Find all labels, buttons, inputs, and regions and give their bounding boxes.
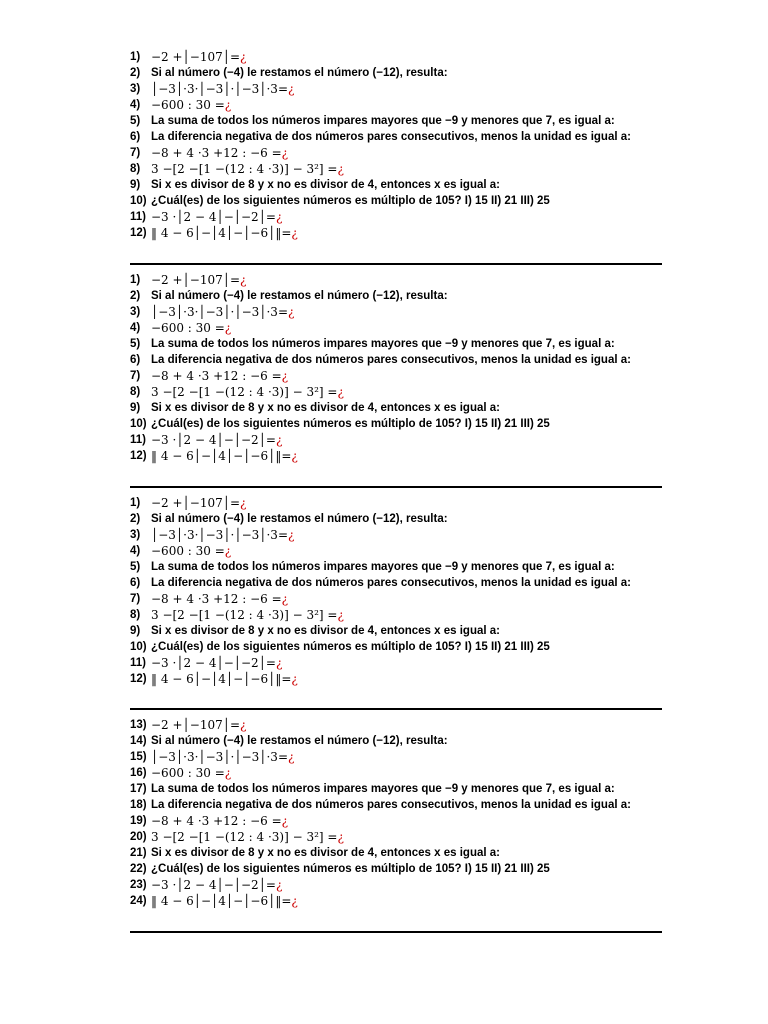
exercise-number: 2) [130, 513, 141, 525]
exercise-content: 3 −[2 −[1 −(12 : 4 ·3)] − 3²] = [151, 385, 338, 399]
exercise-line [130, 209, 662, 225]
exercise-content: ¿Cuál(es) de los siguientes números es múltiplo de 105? I) 15 II) 21 III) 25 [151, 418, 550, 430]
exercise-content: −8 + 4 ·3 +12 : −6 = [151, 146, 282, 160]
math-expression [151, 384, 344, 400]
math-expression [151, 448, 298, 464]
exercise-number: 1) [130, 274, 141, 286]
section-divider [130, 263, 662, 265]
answer-placeholder: ¿ [288, 750, 295, 764]
exercise-text [151, 845, 500, 861]
exercise-content: Si al número (−4) le restamos el número (−12), resulta: [151, 735, 448, 747]
exercise-line [130, 81, 662, 97]
exercise-number: 9) [130, 625, 141, 637]
exercise-number: 6) [130, 354, 141, 366]
math-expression [151, 161, 344, 177]
exercise-content: │−3│·3·│−3│·│−3│·3= [151, 750, 288, 764]
exercise-line [130, 384, 662, 400]
exercise-number: 21) [130, 847, 147, 859]
exercise-line [130, 177, 662, 193]
exercise-content: −600 : 30 = [151, 321, 225, 335]
exercise-line [130, 161, 662, 177]
exercise-text [151, 733, 448, 749]
math-expression [151, 717, 246, 733]
exercise-content: La diferencia negativa de dos números pares consecutivos, menos la unidad es igual a: [151, 354, 631, 366]
exercise-content: Si x es divisor de 8 y x no es divisor de 4, entonces x es igual a: [151, 847, 500, 859]
exercise-text [151, 623, 500, 639]
exercise-content: │−3│·3·│−3│·│−3│·3= [151, 82, 288, 96]
exercise-line [130, 559, 662, 575]
math-expression [151, 49, 246, 65]
answer-placeholder: ¿ [281, 369, 289, 383]
section-divider [130, 931, 662, 933]
exercise-number: 24) [130, 895, 147, 907]
exercise-number: 14) [130, 735, 147, 747]
exercise-line [130, 49, 662, 65]
exercise-line [130, 193, 662, 209]
exercise-number: 1) [130, 497, 141, 509]
answer-placeholder: ¿ [291, 226, 298, 240]
exercise-text [151, 781, 615, 797]
exercise-text [151, 336, 615, 352]
exercise-line [130, 416, 662, 432]
exercise-content: −2 +│−107│= [151, 496, 241, 510]
exercise-number: 16) [130, 767, 147, 779]
exercise-content: −3 ·│2 − 4│−│−2│= [151, 878, 276, 892]
exercise-line [130, 448, 662, 464]
answer-placeholder: ¿ [240, 718, 247, 732]
exercise-content: −600 : 30 = [151, 98, 225, 112]
math-expression [151, 97, 231, 113]
exercise-line [130, 304, 662, 320]
exercise-line [130, 511, 662, 527]
exercise-number: 4) [130, 99, 141, 111]
exercise-line [130, 129, 662, 145]
exercise-content: −8 + 4 ·3 +12 : −6 = [151, 369, 282, 383]
answer-placeholder: ¿ [275, 878, 283, 892]
answer-placeholder: ¿ [337, 608, 344, 622]
math-expression [151, 655, 282, 671]
answer-placeholder: ¿ [291, 449, 298, 463]
math-expression [151, 272, 246, 288]
math-expression [151, 813, 288, 829]
exercise-content: Si x es divisor de 8 y x no es divisor de 4, entonces x es igual a: [151, 625, 500, 637]
exercise-content: 3 −[2 −[1 −(12 : 4 ·3)] − 3²] = [151, 162, 338, 176]
exercise-content: ¿Cuál(es) de los siguientes números es múltiplo de 105? I) 15 II) 21 III) 25 [151, 195, 550, 207]
exercise-content: Si al número (−4) le restamos el número (−12), resulta: [151, 513, 448, 525]
exercise-line [130, 765, 662, 781]
exercise-line [130, 845, 662, 861]
exercise-content: Si x es divisor de 8 y x no es divisor de 4, entonces x es igual a: [151, 179, 500, 191]
math-expression [151, 495, 246, 511]
exercise-content: −600 : 30 = [151, 544, 225, 558]
exercise-text [151, 352, 631, 368]
exercise-number: 12) [130, 673, 147, 685]
answer-placeholder: ¿ [337, 385, 344, 399]
exercise-content: La suma de todos los números impares mayores que −9 y menores que 7, es igual a: [151, 561, 615, 573]
exercise-content: Si al número (−4) le restamos el número (−12), resulta: [151, 67, 448, 79]
exercise-line [130, 607, 662, 623]
exercise-text [151, 288, 448, 304]
exercise-line [130, 797, 662, 813]
answer-placeholder: ¿ [275, 656, 283, 670]
exercise-number: 23) [130, 879, 147, 891]
math-expression [151, 320, 231, 336]
exercise-content: La suma de todos los números impares mayores que −9 y menores que 7, es igual a: [151, 338, 615, 350]
answer-placeholder: ¿ [240, 50, 247, 64]
math-expression [151, 749, 294, 765]
math-expression [151, 527, 294, 543]
exercise-text [151, 177, 500, 193]
answer-placeholder: ¿ [281, 146, 289, 160]
exercise-content: −600 : 30 = [151, 766, 225, 780]
math-expression [151, 368, 288, 384]
exercise-line [130, 145, 662, 161]
math-expression [151, 543, 231, 559]
answer-placeholder: ¿ [281, 592, 289, 606]
exercise-text [151, 400, 500, 416]
exercise-content: │−3│·3·│−3│·│−3│·3= [151, 305, 288, 319]
exercise-number: 12) [130, 227, 147, 239]
exercise-line [130, 272, 662, 288]
exercise-line [130, 893, 662, 909]
answer-placeholder: ¿ [240, 273, 247, 287]
exercise-number: 13) [130, 719, 147, 731]
exercise-text [151, 575, 631, 591]
answer-placeholder: ¿ [224, 321, 232, 335]
exercise-line [130, 717, 662, 733]
answer-placeholder: ¿ [224, 98, 232, 112]
exercise-line [130, 320, 662, 336]
section-divider [130, 708, 662, 710]
exercise-line [130, 432, 662, 448]
exercise-content: ¿Cuál(es) de los siguientes números es múltiplo de 105? I) 15 II) 21 III) 25 [151, 863, 550, 875]
exercise-number: 19) [130, 815, 147, 827]
exercise-number: 3) [130, 306, 141, 318]
exercise-line [130, 97, 662, 113]
exercise-content: −2 +│−107│= [151, 50, 241, 64]
exercise-number: 7) [130, 147, 141, 159]
exercise-content: −8 + 4 ·3 +12 : −6 = [151, 814, 282, 828]
math-expression [151, 304, 294, 320]
exercise-line [130, 225, 662, 241]
math-expression [151, 225, 298, 241]
exercise-number: 15) [130, 751, 147, 763]
exercise-line [130, 733, 662, 749]
exercise-line [130, 575, 662, 591]
exercise-line [130, 65, 662, 81]
exercise-number: 20) [130, 831, 147, 843]
exercise-number: 5) [130, 561, 141, 573]
answer-placeholder: ¿ [224, 766, 232, 780]
exercise-content: ‖ 4 − 6│−│4│−│−6│‖= [151, 449, 292, 463]
exercise-number: 1) [130, 51, 141, 63]
exercise-line [130, 543, 662, 559]
exercise-number: 5) [130, 115, 141, 127]
exercise-number: 6) [130, 131, 141, 143]
math-expression [151, 145, 288, 161]
exercise-line [130, 527, 662, 543]
exercise-line [130, 781, 662, 797]
exercise-number: 12) [130, 450, 147, 462]
answer-placeholder: ¿ [224, 544, 232, 558]
exercise-content: 3 −[2 −[1 −(12 : 4 ·3)] − 3²] = [151, 830, 338, 844]
exercise-number: 2) [130, 290, 141, 302]
exercise-content: ‖ 4 − 6│−│4│−│−6│‖= [151, 894, 292, 908]
exercise-content: ‖ 4 − 6│−│4│−│−6│‖= [151, 672, 292, 686]
math-expression [151, 893, 298, 909]
exercise-content: La diferencia negativa de dos números pares consecutivos, menos la unidad es igual a: [151, 131, 631, 143]
exercise-text [151, 65, 448, 81]
exercise-text [151, 559, 615, 575]
exercise-number: 10) [130, 418, 147, 430]
exercise-number: 4) [130, 322, 141, 334]
exercise-content: −2 +│−107│= [151, 718, 241, 732]
exercise-text [151, 416, 550, 432]
exercise-number: 22) [130, 863, 147, 875]
exercise-content: ¿Cuál(es) de los siguientes números es múltiplo de 105? I) 15 II) 21 III) 25 [151, 641, 550, 653]
exercise-number: 3) [130, 83, 141, 95]
exercise-line [130, 591, 662, 607]
answer-placeholder: ¿ [288, 82, 295, 96]
math-expression [151, 877, 282, 893]
math-expression [151, 209, 282, 225]
exercise-number: 9) [130, 179, 141, 191]
math-expression [151, 81, 294, 97]
exercise-text [151, 511, 448, 527]
exercise-text [151, 861, 550, 877]
exercise-line [130, 671, 662, 687]
exercise-line [130, 749, 662, 765]
exercise-content: Si x es divisor de 8 y x no es divisor de 4, entonces x es igual a: [151, 402, 500, 414]
exercise-line [130, 113, 662, 129]
exercise-line [130, 288, 662, 304]
exercise-line [130, 400, 662, 416]
exercise-content: Si al número (−4) le restamos el número (−12), resulta: [151, 290, 448, 302]
exercise-content: │−3│·3·│−3│·│−3│·3= [151, 528, 288, 542]
exercise-number: 17) [130, 783, 147, 795]
math-expression [151, 671, 298, 687]
answer-placeholder: ¿ [240, 496, 247, 510]
exercise-number: 8) [130, 163, 141, 175]
exercise-line [130, 829, 662, 845]
math-expression [151, 607, 344, 623]
exercise-content: La suma de todos los números impares mayores que −9 y menores que 7, es igual a: [151, 115, 615, 127]
exercise-line [130, 336, 662, 352]
math-expression [151, 591, 288, 607]
exercise-content: La suma de todos los números impares mayores que −9 y menores que 7, es igual a: [151, 783, 615, 795]
exercise-number: 5) [130, 338, 141, 350]
exercise-block-2 [130, 272, 662, 464]
exercise-content: La diferencia negativa de dos números pares consecutivos, menos la unidad es igual a: [151, 799, 631, 811]
exercise-block-4 [130, 717, 662, 909]
math-expression [151, 432, 282, 448]
answer-placeholder: ¿ [288, 528, 295, 542]
exercise-number: 10) [130, 195, 147, 207]
exercise-content: 3 −[2 −[1 −(12 : 4 ·3)] − 3²] = [151, 608, 338, 622]
exercise-number: 11) [130, 657, 146, 669]
answer-placeholder: ¿ [288, 305, 295, 319]
exercise-content: −3 ·│2 − 4│−│−2│= [151, 210, 276, 224]
exercise-number: 10) [130, 641, 147, 653]
math-expression [151, 829, 344, 845]
answer-placeholder: ¿ [291, 672, 298, 686]
exercise-line [130, 861, 662, 877]
answer-placeholder: ¿ [337, 162, 344, 176]
section-divider [130, 486, 662, 488]
exercise-number: 8) [130, 609, 141, 621]
exercise-number: 8) [130, 386, 141, 398]
exercise-line [130, 352, 662, 368]
exercise-content: −8 + 4 ·3 +12 : −6 = [151, 592, 282, 606]
exercise-number: 7) [130, 370, 141, 382]
exercise-text [151, 193, 550, 209]
answer-placeholder: ¿ [275, 210, 283, 224]
exercise-line [130, 877, 662, 893]
answer-placeholder: ¿ [291, 894, 298, 908]
exercise-line [130, 813, 662, 829]
exercise-line [130, 368, 662, 384]
exercise-line [130, 623, 662, 639]
exercise-content: −2 +│−107│= [151, 273, 241, 287]
exercise-text [151, 113, 615, 129]
exercise-number: 6) [130, 577, 141, 589]
exercise-content: ‖ 4 − 6│−│4│−│−6│‖= [151, 226, 292, 240]
exercise-number: 11) [130, 434, 146, 446]
exercise-content: −3 ·│2 − 4│−│−2│= [151, 656, 276, 670]
exercise-line [130, 655, 662, 671]
exercise-number: 2) [130, 67, 141, 79]
exercise-number: 11) [130, 211, 146, 223]
exercise-number: 18) [130, 799, 147, 811]
exercise-text [151, 129, 631, 145]
exercise-content: −3 ·│2 − 4│−│−2│= [151, 433, 276, 447]
exercise-number: 4) [130, 545, 141, 557]
math-expression [151, 765, 231, 781]
exercise-content: La diferencia negativa de dos números pares consecutivos, menos la unidad es igual a: [151, 577, 631, 589]
answer-placeholder: ¿ [281, 814, 289, 828]
exercise-number: 9) [130, 402, 141, 414]
exercise-line [130, 495, 662, 511]
exercise-block-1 [130, 49, 662, 241]
exercise-block-3 [130, 495, 662, 687]
answer-placeholder: ¿ [275, 433, 283, 447]
exercise-number: 7) [130, 593, 141, 605]
exercise-line [130, 639, 662, 655]
exercise-text [151, 797, 631, 813]
answer-placeholder: ¿ [337, 830, 344, 844]
exercise-number: 3) [130, 529, 141, 541]
exercise-text [151, 639, 550, 655]
